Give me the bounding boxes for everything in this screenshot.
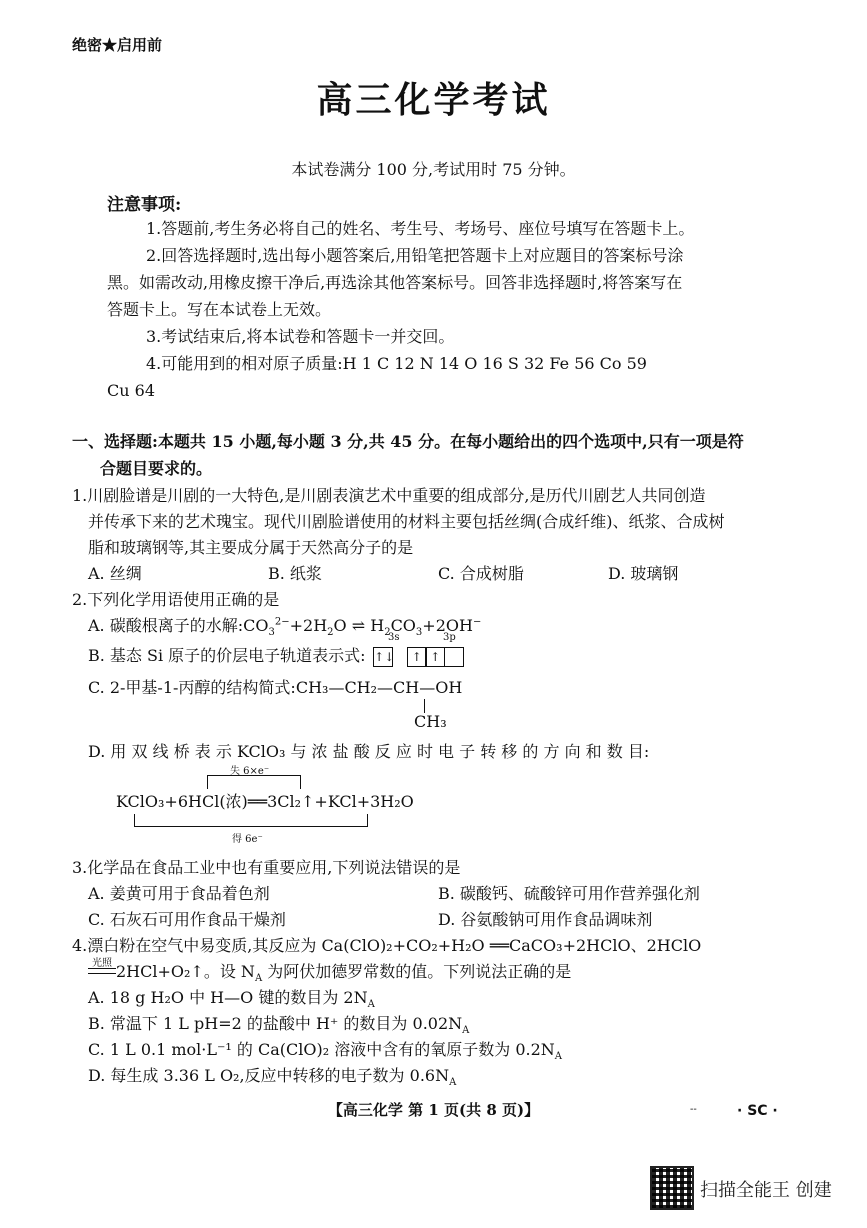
q1-stem-1: 1.川剧脸谱是川剧的一大特色,是川剧表演艺术中重要的组成部分,是历代川剧艺人共同创造 <box>72 486 706 505</box>
c-branch-methyl: CH₃ <box>414 712 447 731</box>
q4-option-c: C. 1 L 0.1 mol·L⁻¹ 的 Ca(ClO)₂ 溶液中含有的氧原子数为 $0.2N_A$ <box>88 1040 563 1063</box>
q3-option-a: A. 姜黄可用于食品着色剂 <box>88 884 270 903</box>
redox-equation: KClO₃+6HCl(浓)══3Cl₂↑+KCl+3H₂O <box>116 792 414 811</box>
q1-stem-3: 脂和玻璃钢等,其主要成分属于天然高分子的是 <box>88 538 414 557</box>
q3-option-c: C. 石灰石可用作食品干燥剂 <box>88 910 286 929</box>
q4-option-a: A. 18 g H₂O 中 H—O 键的数目为 $2N_A$ <box>88 988 375 1011</box>
q3-stem: 3.化学品在食品工业中也有重要应用,下列说法错误的是 <box>72 858 461 877</box>
q2-option-a: A. 碳酸根离子的水解$:CO_3^{2-}+2H_2O$ ⇌ $H_2CO_3+2OH^-$ <box>88 616 482 639</box>
footer-dash: -- <box>690 1104 697 1115</box>
note-2b: 黑。如需改动,用橡皮擦干净后,再选涂其他答案标号。回答非选择题时,将答案写在 <box>107 273 683 292</box>
notes-heading: 注意事项: <box>107 195 182 215</box>
q2-stem: 2.下列化学用语使用正确的是 <box>72 590 280 609</box>
orbital-label-3s: 3s <box>388 632 400 643</box>
q1-option-d: D. 玻璃钢 <box>608 564 679 583</box>
section-heading-2: 合题目要求的。 <box>100 459 213 478</box>
bridge-bottom <box>134 814 368 827</box>
q4-option-b: B. 常温下 1 L pH=2 的盐酸中 H⁺ 的数目为 $0.02N_A$ <box>88 1014 470 1037</box>
q1-stem-2: 并传承下来的艺术瑰宝。现代川剧脸谱使用的材料主要包括丝绸(合成纤维)、纸浆、合成树 <box>88 512 725 531</box>
bridge-lost-label: 失 6×e⁻ <box>230 766 270 777</box>
bridge-gain-label: 得 6e⁻ <box>232 834 263 845</box>
page-title: 高三化学考试 <box>316 79 551 121</box>
note-2c: 答题卡上。写在本试卷上无效。 <box>107 300 332 319</box>
note-3: 3.考试结束后,将本试卷和答题卡一并交回。 <box>146 327 455 346</box>
q3-option-d: D. 谷氨酸钠可用作食品调味剂 <box>438 910 653 929</box>
q4-stem-1: 4.漂白粉在空气中易变质,其反应为 Ca(ClO)₂+CO₂+H₂O ══CaCO₃+2HClO、2HClO <box>72 936 702 955</box>
q1-option-a: A. 丝绸 <box>88 564 142 583</box>
confidential-mark: 绝密★启用前 <box>72 36 163 54</box>
q1-option-b: B. 纸浆 <box>268 564 322 583</box>
note-4b: Cu 64 <box>107 381 155 400</box>
q4-option-d: D. 每生成 3.36 L O₂,反应中转移的电子数为 $0.6N_A$ <box>88 1066 457 1089</box>
section-heading: 一、选择题:本题共 15 小题,每小题 3 分,共 45 分。在每小题给出的四个选项中,只有一项是符 <box>72 432 744 451</box>
note-4a: 4.可能用到的相对原子质量:H 1 C 12 N 14 O 16 S 32 Fe 56 Co 59 <box>146 354 647 373</box>
q2-option-c: C. 2-甲基-1-丙醇的结构简式:CH₃—CH₂—CH—OH <box>88 678 463 697</box>
orbital-3s-box: ↑↓ <box>375 645 394 669</box>
note-1: 1.答题前,考生务必将自己的姓名、考生号、考场号、座位号填写在答题卡上。 <box>146 219 695 238</box>
condition-arrow <box>88 968 116 974</box>
q2-option-b: B. 基态 Si 原子的价层电子轨道表示式: ↑↓ ↑ ↑ <box>88 644 464 669</box>
q4-stem-2: 2HCl+O₂↑。设 $N_A$ 为阿伏加德罗常数的值。下列说法正确的是 <box>116 962 572 985</box>
qr-code-icon <box>650 1166 694 1210</box>
q1-option-c: C. 合成树脂 <box>438 564 524 583</box>
page-footer: 【高三化学 第 1 页(共 8 页)】 <box>327 1101 540 1119</box>
q2-option-d: D. 用 双 线 桥 表 示 KClO₃ 与 浓 盐 酸 反 应 时 电 子 转 移 的 方 向 和 数 目: <box>88 742 650 761</box>
scanner-watermark: 扫描全能王 创建 <box>700 1180 832 1201</box>
q3-option-b: B. 碳酸钙、硫酸锌可用作营养强化剂 <box>438 884 700 903</box>
note-2a: 2.回答选择题时,选出每小题答案后,用铅笔把答题卡上对应题目的答案标号涂 <box>146 246 684 265</box>
light-condition: 光照 <box>92 958 112 969</box>
bridge-top <box>207 775 301 789</box>
orbital-3p-boxes: ↑ ↑ <box>408 645 464 669</box>
orbital-label-3p: 3p <box>443 632 456 643</box>
exam-subtitle: 本试卷满分 100 分,考试用时 75 分钟。 <box>291 160 576 179</box>
footer-code: · SC · <box>737 1103 778 1119</box>
